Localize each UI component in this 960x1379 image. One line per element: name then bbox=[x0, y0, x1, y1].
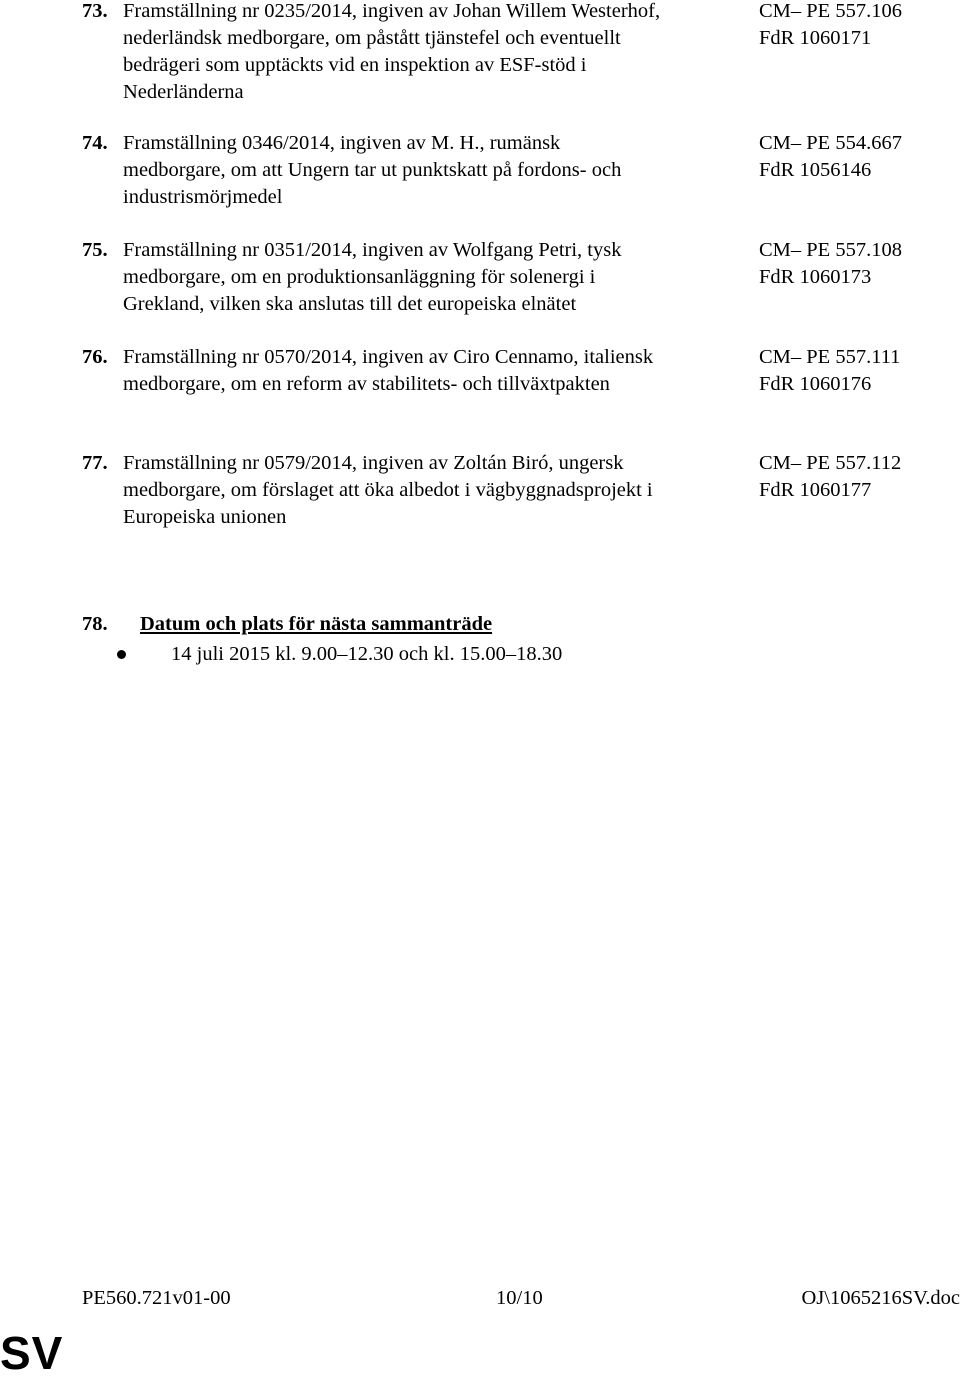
item-text-line: medborgare, om en reform av stabilitets- och tillväxtpakten bbox=[123, 373, 610, 395]
ref-cm: CM– PE 554.667 bbox=[759, 132, 902, 154]
item-text-line: medborgare, om en produktionsanläggning för solenergi i bbox=[123, 266, 596, 288]
item-text-line: Framställning 0346/2014, ingiven av M. H., rumänsk bbox=[123, 132, 561, 154]
document-reference: PE560.721v01-00 bbox=[82, 1287, 231, 1309]
item-number: 76. bbox=[82, 346, 108, 368]
item-text bbox=[123, 237, 723, 318]
meeting-date-text: 14 juli 2015 kl. 9.00–12.30 och kl. 15.00–18.30 bbox=[171, 643, 563, 665]
item-text-line: Europeiska unionen bbox=[123, 506, 287, 528]
next-meeting-heading bbox=[82, 611, 492, 638]
item-text-line: Framställning nr 0235/2014, ingiven av Johan Willem Westerhof, bbox=[123, 0, 661, 22]
item-number: 74. bbox=[82, 132, 108, 154]
item-text-line: Grekland, vilken ska anslutas till det europeiska elnätet bbox=[123, 293, 577, 315]
item-reference bbox=[759, 237, 959, 291]
item-text bbox=[123, 130, 723, 211]
ref-fdr: FdR 1060177 bbox=[759, 479, 872, 501]
item-reference bbox=[759, 450, 959, 504]
item-text-line: industrismörjmedel bbox=[123, 186, 283, 208]
item-text bbox=[123, 450, 723, 531]
item-number: 78. bbox=[82, 613, 108, 635]
ref-fdr: FdR 1060171 bbox=[759, 27, 872, 49]
section-title: Datum och plats för nästa sammanträde bbox=[140, 613, 493, 635]
item-number: 73. bbox=[82, 0, 108, 22]
item-text-line: medborgare, om att Ungern tar ut punktskatt på fordons- och bbox=[123, 159, 622, 181]
ref-cm: CM– PE 557.106 bbox=[759, 0, 902, 22]
item-reference bbox=[759, 130, 959, 184]
item-text bbox=[123, 344, 723, 398]
ref-cm: CM– PE 557.108 bbox=[759, 239, 902, 261]
page-number: 10/10 bbox=[496, 1287, 543, 1309]
item-text-line: Nederländerna bbox=[123, 81, 244, 103]
ref-cm: CM– PE 557.112 bbox=[759, 452, 902, 474]
ref-fdr: FdR 1060173 bbox=[759, 266, 872, 288]
language-code: SV bbox=[0, 1327, 64, 1379]
item-text-line: Framställning nr 0570/2014, ingiven av Ciro Cennamo, italiensk bbox=[123, 346, 654, 368]
item-number: 75. bbox=[82, 239, 108, 261]
ref-cm: CM– PE 557.111 bbox=[759, 346, 901, 368]
item-text-line: Framställning nr 0579/2014, ingiven av Zoltán Biró, ungersk bbox=[123, 452, 624, 474]
item-text bbox=[123, 0, 723, 106]
item-number: 77. bbox=[82, 452, 108, 474]
item-text-line: nederländsk medborgare, om påstått tjänstefel och eventuellt bbox=[123, 27, 621, 49]
item-text-line: medborgare, om förslaget att öka albedot i vägbyggnadsprojekt i bbox=[123, 479, 653, 501]
bullet-icon bbox=[117, 650, 126, 659]
item-text-line: Framställning nr 0351/2014, ingiven av Wolfgang Petri, tysk bbox=[123, 239, 622, 261]
ref-fdr: FdR 1060176 bbox=[759, 373, 872, 395]
ref-fdr: FdR 1056146 bbox=[759, 159, 872, 181]
item-text-line: bedrägeri som upptäckts vid en inspektion av ESF-stöd i bbox=[123, 54, 587, 76]
item-reference bbox=[759, 0, 959, 52]
file-name: OJ\1065216SV.doc bbox=[801, 1287, 960, 1309]
item-reference bbox=[759, 344, 959, 398]
